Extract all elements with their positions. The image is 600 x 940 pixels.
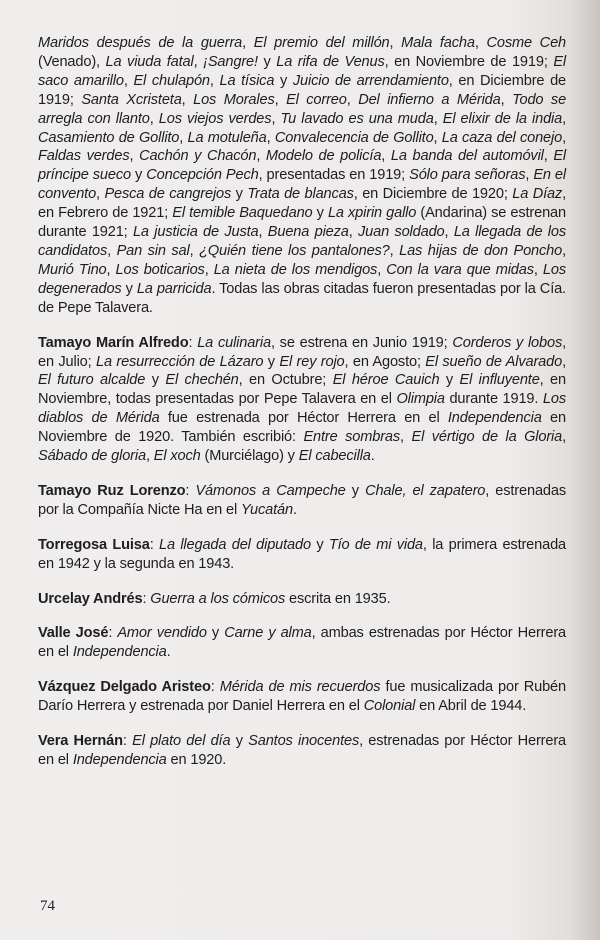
text-segment: , — [346, 91, 359, 108]
work-title: El futuro alcalde — [38, 372, 146, 389]
work-title: Guerra a los cómicos — [150, 590, 286, 607]
text-segment: , en Agosto; — [344, 353, 426, 370]
work-title: Independencia — [72, 644, 167, 661]
work-title: Colonial — [363, 698, 416, 715]
author-name: Vázquez Delgado Aristeo — [38, 679, 211, 696]
text-segment: , en Diciembre de 1919; — [38, 72, 567, 108]
text-segment: , — [123, 72, 134, 89]
work-title: Amor vendido — [117, 625, 207, 642]
entry-tamayo-marin-alfredo — [38, 334, 566, 466]
author-name: Torregosa Luisa — [38, 536, 150, 553]
work-title: Mérida de mis recuerdos — [219, 679, 381, 696]
text-segment: : — [210, 679, 220, 696]
work-title: Murió Tino — [38, 261, 107, 278]
text-segment: : — [122, 733, 133, 750]
work-title: Sábado de gloria — [38, 448, 146, 465]
text-segment: , se estrena en Junio 1919; — [270, 334, 453, 351]
text-segment: . — [292, 501, 297, 518]
work-title: El xoch — [153, 448, 201, 465]
text-segment: , — [204, 261, 214, 278]
entry-continued — [38, 34, 566, 318]
work-title: La caza del conejo — [441, 129, 563, 146]
text-segment: , — [474, 35, 487, 51]
text-segment: , — [96, 186, 105, 203]
text-segment: , — [193, 53, 204, 70]
text-segment: y — [130, 167, 147, 184]
entry-description — [38, 335, 566, 464]
work-title: En el convento — [38, 167, 566, 203]
work-title: Trata de blancas — [247, 186, 354, 203]
text-segment: , presentadas en 1919; — [258, 167, 410, 184]
work-title: Sólo para señoras — [409, 167, 526, 184]
work-title: Corderos y lobos — [452, 334, 563, 351]
work-title: Los boticarios — [115, 261, 205, 278]
work-title: La banda del automóvil — [390, 148, 544, 165]
work-title: Los degenerados — [38, 261, 566, 297]
text-segment: : — [188, 334, 198, 351]
work-title: Concepción Pech — [146, 167, 259, 184]
text-segment: y — [439, 372, 460, 389]
text-segment: y — [230, 733, 249, 750]
text-segment: , estrenadas por Héctor Herrera en el — [38, 733, 567, 768]
text-segment: . — [370, 448, 375, 465]
text-segment: : — [185, 482, 196, 499]
text-segment: , — [271, 110, 281, 127]
text-segment: y — [121, 280, 137, 297]
work-title: El rey rojo — [279, 353, 345, 370]
work-title: Pesca de cangrejos — [104, 186, 232, 203]
work-title: Casamiento de Gollito — [38, 129, 180, 146]
work-title: Tío de mi vida — [328, 536, 423, 553]
text-segment: , — [389, 35, 402, 51]
work-title: Entre sombras — [303, 429, 401, 446]
text-segment: fue estrenada por Héctor Herrera en el — [159, 410, 448, 427]
text-segment: , — [377, 261, 387, 278]
text-segment: y — [145, 372, 166, 389]
text-segment: , en Octubre; — [238, 372, 333, 389]
text-segment: , — [543, 148, 554, 165]
work-title: La resurrección de Lázaro — [95, 353, 264, 370]
work-title: El vértigo de la Gloria — [411, 429, 563, 446]
work-title: Del infierno a Mérida — [358, 91, 501, 108]
work-title: Cachón y Chacón — [139, 148, 257, 165]
work-title: La rifa de Venus — [276, 53, 385, 70]
text-segment: , — [189, 242, 200, 259]
text-segment: , la primera estrenada en 1942 y la segunda en 1943. — [38, 536, 567, 572]
work-title: Olimpia — [396, 391, 445, 408]
text-segment: , estrenadas por la Compañía Nicte Ha en el — [38, 482, 566, 518]
work-title: Buena pieza — [267, 224, 349, 241]
work-title: Yucatán — [241, 501, 293, 518]
entry-tamayo-ruz-lorenzo — [38, 482, 566, 520]
page-body — [38, 34, 566, 786]
work-title: El sueño de Alvarado — [425, 353, 563, 370]
work-title: Tu lavado es una muda — [280, 110, 434, 127]
work-title: Santos inocentes — [248, 733, 360, 750]
text-segment: , — [256, 148, 266, 165]
text-segment: , — [433, 110, 443, 127]
work-title: Todo se arregla con llanto — [38, 91, 567, 127]
work-title: La justicia de Justa — [132, 224, 259, 241]
work-title: El influyente — [459, 372, 540, 389]
text-segment: y — [312, 205, 328, 222]
text-segment: (Andarina) se estrenan durante 1921; — [38, 205, 566, 241]
text-segment: en 1920. — [166, 752, 227, 768]
entry-valle-jose — [38, 624, 566, 662]
work-title: ¿Quién tiene los pantalones? — [199, 242, 390, 259]
work-title: Carne y alma — [224, 625, 312, 642]
text-segment: , — [209, 72, 220, 89]
text-segment: , — [106, 261, 116, 278]
text-segment: , — [562, 129, 566, 146]
work-title: La viuda fatal — [105, 53, 194, 70]
work-title: El príncipe sueco — [38, 148, 567, 184]
text-segment: y — [206, 625, 225, 642]
text-segment: en Noviembre de 1920. También escribió: — [38, 410, 566, 446]
text-segment: , — [562, 110, 567, 127]
text-segment: , en Diciembre de 1920; — [353, 186, 513, 203]
work-title: Mala facha — [401, 35, 475, 51]
text-segment: , — [258, 224, 268, 241]
text-segment: , — [348, 224, 359, 241]
author-name: Tamayo Marín Alfredo — [38, 334, 189, 351]
work-title: Convalecencia de Gollito — [274, 129, 434, 146]
text-segment: : — [149, 536, 159, 553]
text-segment: , — [562, 242, 567, 259]
work-title: La motuleña — [187, 129, 267, 146]
text-segment: , — [145, 448, 154, 465]
work-title: Cosme Ceh — [486, 35, 566, 51]
text-segment: , — [242, 35, 254, 51]
text-segment: , — [129, 148, 140, 165]
work-title: El chulapón — [133, 72, 210, 89]
text-segment: , — [389, 242, 400, 259]
text-segment: . — [166, 644, 171, 661]
text-segment: : — [108, 625, 118, 642]
text-segment: , en Noviembre, todas presentadas por Pepe Talavera en el — [38, 372, 566, 408]
text-segment: . Todas las obras citadas fueron presentadas por la Cía. de Pepe Talavera. — [38, 280, 566, 316]
text-segment: y — [274, 72, 293, 89]
text-segment: y — [263, 353, 280, 370]
work-title: La tísica — [219, 72, 275, 89]
work-title: La llegada del diputado — [159, 536, 311, 553]
entry-vazquez-delgado-aristeo — [38, 678, 566, 716]
text-segment: , — [500, 91, 513, 108]
text-segment: en Abril de 1944. — [415, 698, 527, 715]
text-segment: , — [444, 224, 454, 241]
entry-torregosa-luisa — [38, 536, 566, 574]
work-title: La xpirin gallo — [327, 205, 417, 222]
text-segment: y — [231, 186, 248, 203]
work-title: Chale, el zapatero — [365, 482, 486, 499]
text-segment: , — [533, 261, 543, 278]
work-title: El elixir de la india — [442, 110, 563, 127]
text-segment: : — [142, 590, 151, 607]
work-title: El chechén — [165, 372, 239, 389]
entry-description — [142, 591, 390, 607]
work-title: La culinaria — [197, 334, 271, 351]
work-title: Juan soldado — [358, 224, 445, 241]
text-segment: , — [266, 129, 275, 146]
text-segment: y — [257, 53, 277, 70]
text-segment: , — [400, 429, 412, 446]
text-segment: , — [274, 91, 287, 108]
work-title: Faldas verdes — [38, 148, 130, 165]
work-title: Pan sin sal — [116, 242, 190, 259]
work-title: El correo — [286, 91, 347, 108]
text-segment: , — [149, 110, 159, 127]
text-segment: fue musicalizada por Rubén Darío Herrera y estrenada por Daniel Herrera en el — [38, 679, 566, 715]
work-title: Con la vara que midas — [386, 261, 534, 278]
work-title: La parricida — [136, 280, 212, 297]
work-title: Los diablos de Mérida — [38, 391, 566, 427]
entry-description — [38, 35, 566, 316]
author-name: Valle José — [38, 625, 109, 642]
work-title: Modelo de policía — [265, 148, 382, 165]
work-title: El saco amarillo — [38, 53, 567, 89]
text-segment: , ambas estrenadas por Héctor Herrera en el — [38, 625, 567, 661]
page-number: 74 — [40, 898, 55, 914]
work-title: Independencia — [72, 752, 167, 768]
work-title: La nieta de los mendigos — [213, 261, 378, 278]
work-title: El temible Baquedano — [172, 205, 313, 222]
text-segment: escrita en 1935. — [285, 590, 391, 607]
author-name: Urcelay Andrés — [38, 590, 143, 607]
text-segment: , — [433, 129, 442, 146]
text-segment: , en Noviembre de 1919; — [384, 53, 554, 70]
work-title: El cabecilla — [298, 448, 371, 465]
text-segment: , en Julio; — [38, 334, 566, 370]
entry-description — [38, 625, 566, 660]
text-segment: , — [562, 353, 566, 370]
work-title: Vámonos a Campeche — [195, 482, 346, 499]
text-segment: (Venado), — [38, 53, 106, 70]
work-title: Maridos después de la guerra — [38, 35, 243, 51]
text-segment: y — [345, 482, 366, 499]
work-title: ¡Sangre! — [203, 53, 258, 70]
work-title: Los viejos verdes — [158, 110, 272, 127]
entry-vera-hernan — [38, 732, 566, 770]
text-segment: , — [107, 242, 117, 259]
text-segment: , — [381, 148, 391, 165]
author-name: Tamayo Ruz Lorenzo — [38, 482, 186, 499]
work-title: Las hijas de don Poncho — [399, 242, 563, 259]
text-segment: , — [179, 129, 188, 146]
entry-urcelay-andres — [38, 590, 566, 609]
work-title: Los Morales — [193, 91, 275, 108]
text-segment: , — [562, 429, 567, 446]
text-segment: , — [181, 91, 194, 108]
work-title: El héroe Cauich — [332, 372, 440, 389]
work-title: El plato del día — [132, 733, 231, 750]
text-segment: durante 1919. — [444, 391, 543, 408]
text-segment: , en Febrero de 1921; — [38, 186, 567, 222]
work-title: La Díaz — [512, 186, 563, 203]
work-title: Santa Xcristeta — [81, 91, 182, 108]
work-title: Juicio de arrendamiento — [292, 72, 449, 89]
author-name: Vera Hernán — [38, 733, 123, 750]
work-title: La llegada de los candidatos — [38, 224, 567, 259]
work-title: Independencia — [447, 410, 542, 427]
text-segment: , — [525, 167, 534, 184]
work-title: El premio del millón — [253, 35, 390, 51]
text-segment: (Murciélago) y — [200, 448, 299, 465]
text-segment: y — [310, 536, 329, 553]
